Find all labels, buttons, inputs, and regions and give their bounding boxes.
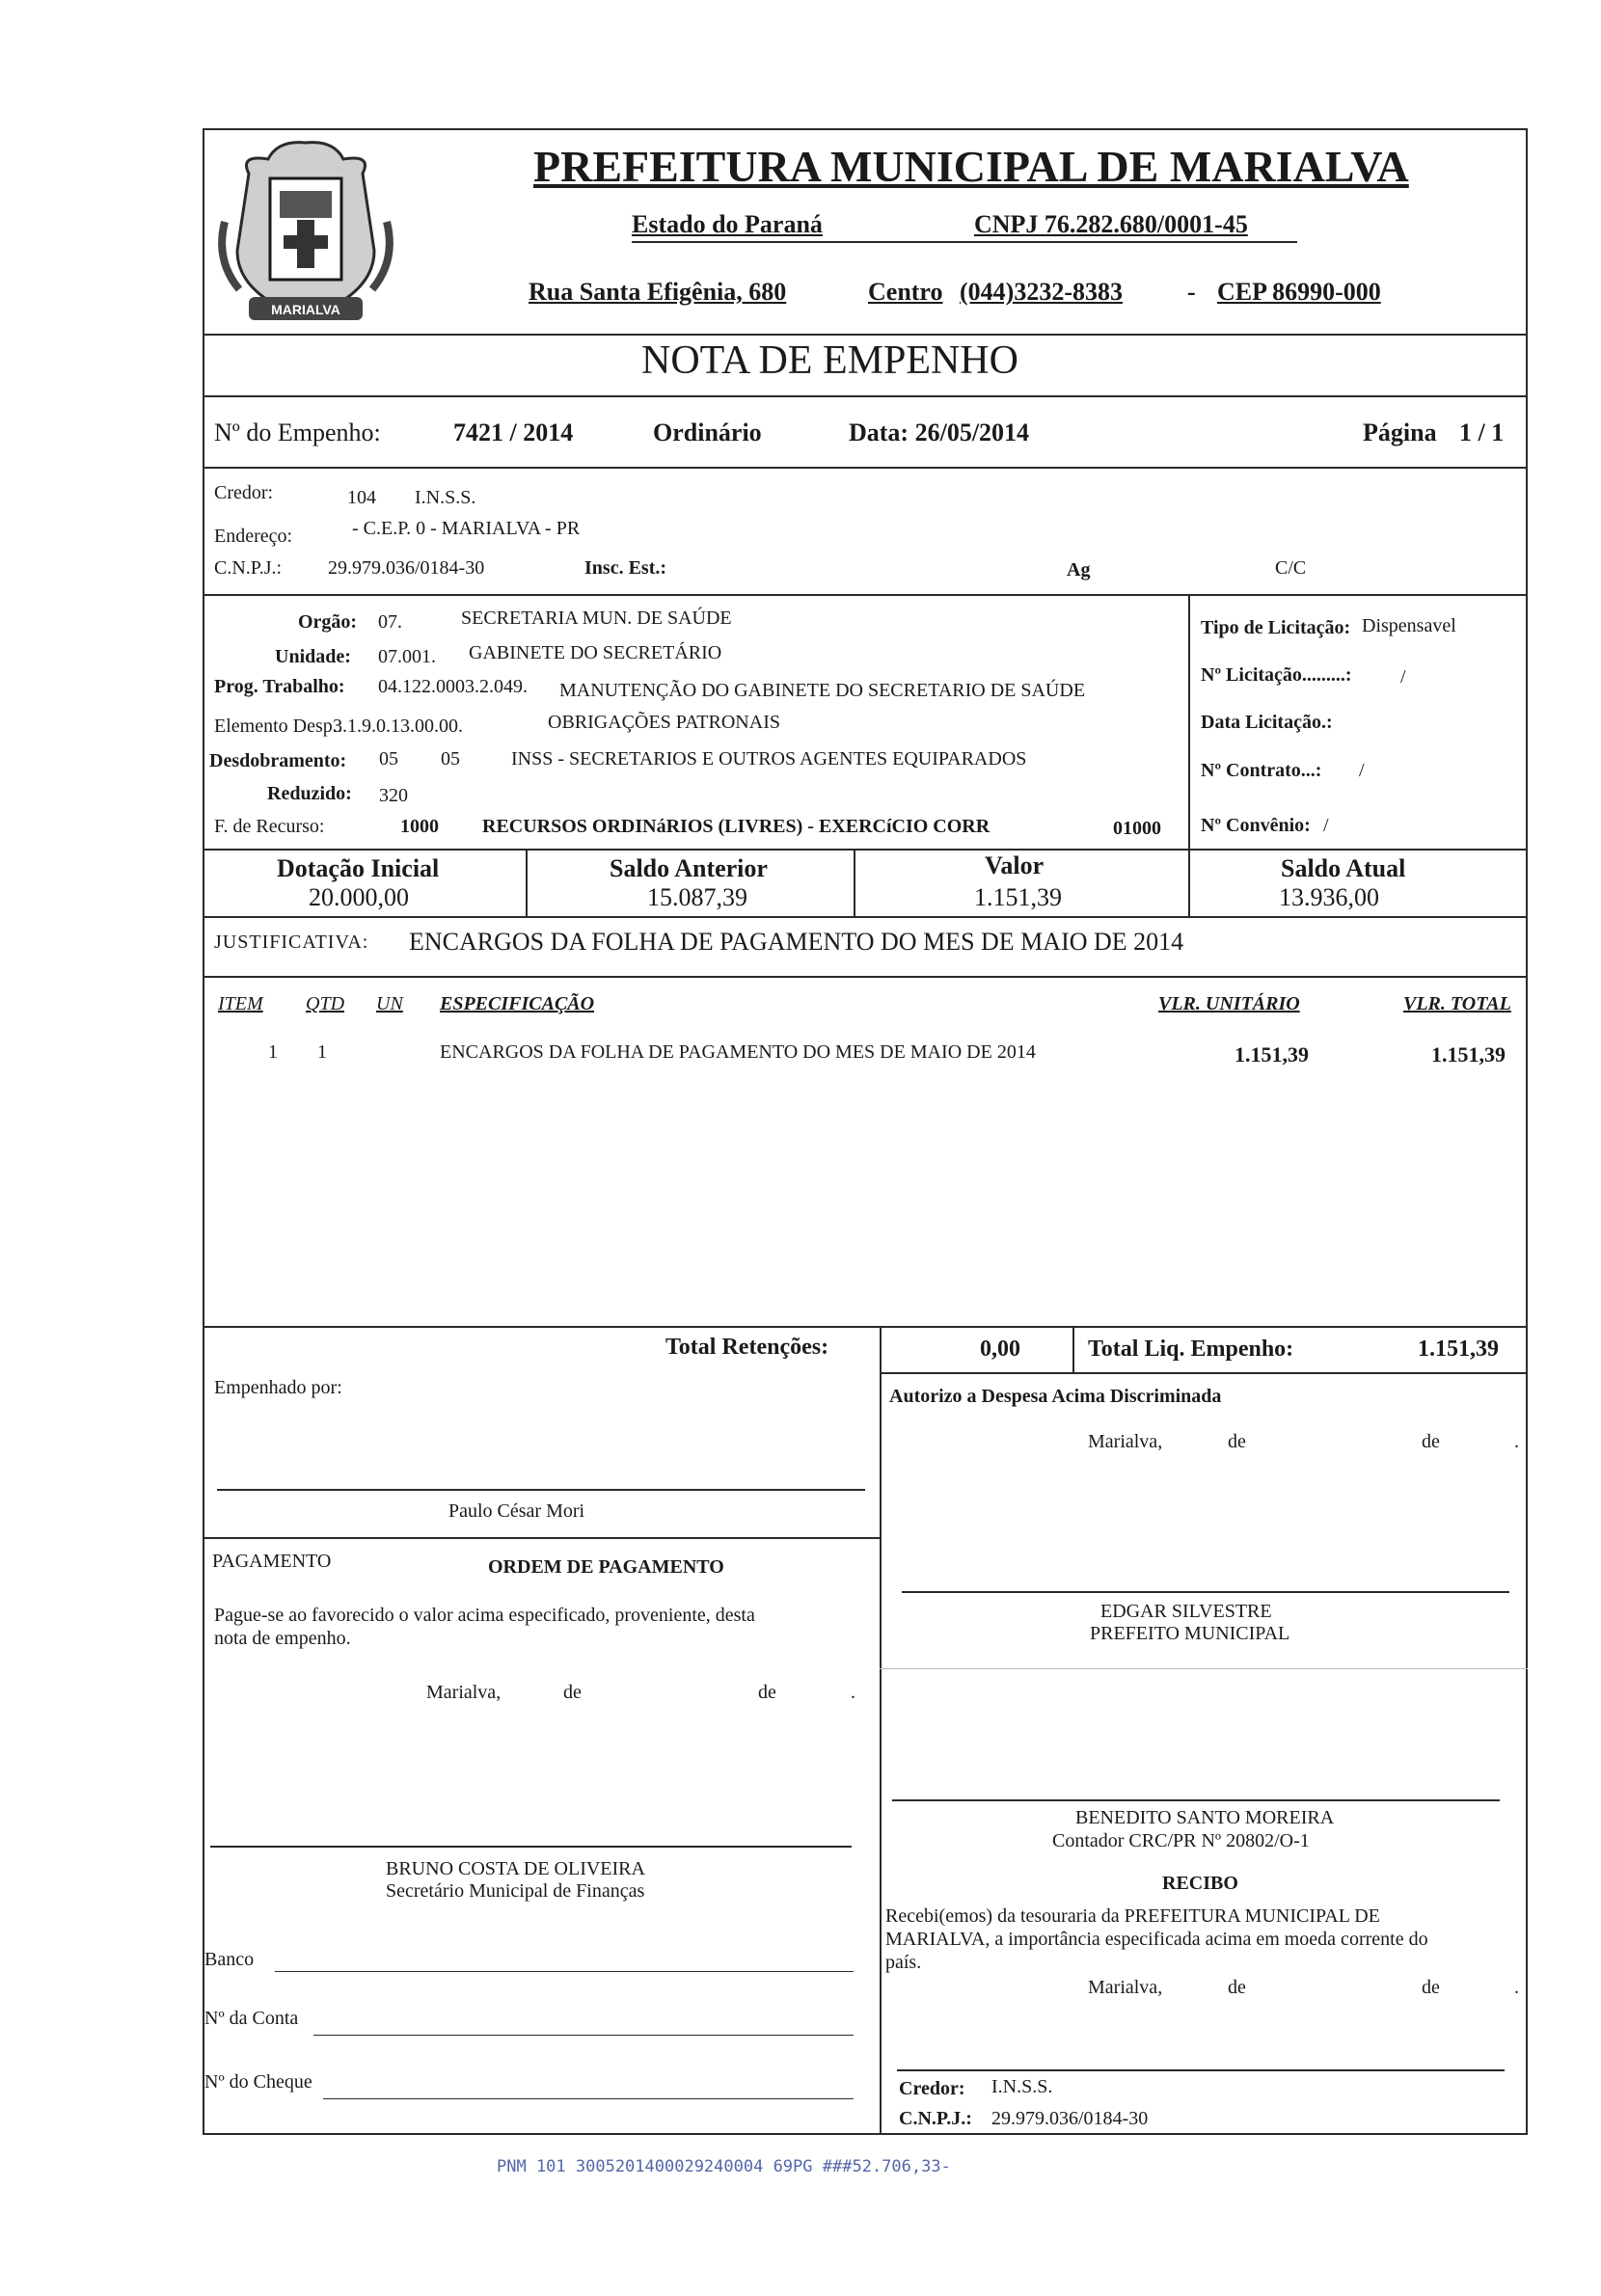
divider [203, 1326, 1528, 1328]
row-item: 1 [268, 1041, 278, 1063]
header-state: Estado do Paraná [632, 210, 823, 238]
empenho-number: 7421 / 2014 [453, 419, 574, 446]
autorizo-text: Autorizo a Despesa Acima Discriminada [889, 1386, 1222, 1407]
ordem-pagamento-label: ORDEM DE PAGAMENTO [488, 1556, 724, 1578]
dotacao-value: 20.000,00 [309, 883, 409, 911]
col-un: UN [376, 993, 403, 1014]
divider [1188, 849, 1190, 916]
row-vlr-unitario: 1.151,39 [1235, 1042, 1309, 1067]
conta-label: Nº da Conta [204, 2008, 299, 2029]
credor-code: 104 [347, 487, 376, 508]
financas-title: Secretário Municipal de Finanças [386, 1880, 645, 1902]
col-qtd: QTD [306, 993, 345, 1014]
saldo-anterior-value: 15.087,39 [647, 883, 747, 911]
data-licitacao-label: Data Licitação.: [1201, 712, 1333, 733]
total-liquido-label: Total Liq. Empenho: [1088, 1337, 1294, 1362]
credor-label: Credor: [214, 482, 274, 503]
total-retencoes-label: Total Retenções: [665, 1335, 829, 1360]
page-title: PREFEITURA MUNICIPAL DE MARIALVA [533, 142, 1409, 191]
credor-cnpj: 29.979.036/0184-30 [328, 557, 485, 579]
convenio-value: / [1323, 815, 1329, 836]
saldo-anterior-label: Saldo Anterior [610, 854, 768, 882]
recibo-cnpj-value: 29.979.036/0184-30 [991, 2108, 1149, 2129]
licitacao-number-label: Nº Licitação.........: [1201, 664, 1352, 686]
insc-label: Insc. Est.: [584, 557, 667, 579]
reduzido-value: 320 [379, 785, 408, 806]
unidade-code: 07.001. [378, 646, 436, 667]
desdobramento-name: INSS - SECRETARIOS E OUTROS AGENTES EQUIPARADOS [511, 748, 1027, 770]
state-underline [632, 241, 1297, 243]
recibo-text-3: país. [885, 1952, 922, 1973]
contador-name: BENEDITO SANTO MOREIRA [1075, 1807, 1335, 1828]
divider [1188, 594, 1190, 849]
document-title: NOTA DE EMPENHO [641, 338, 1018, 383]
col-item: ITEM [218, 993, 263, 1014]
divider [203, 916, 1528, 918]
address-label: Endereço: [214, 526, 293, 547]
cheque-line [323, 2098, 854, 2099]
recibo-credor-label: Credor: [899, 2078, 965, 2099]
pagamento-de-1: de [563, 1682, 582, 1703]
empenho-type: Ordinário [653, 419, 762, 446]
recibo-title: RECIBO [1162, 1873, 1238, 1894]
credor-address: - C.E.P. 0 - MARIALVA - PR [352, 518, 581, 539]
elemento-code: 3.1.9.0.13.00.00. [333, 716, 463, 737]
orgao-name: SECRETARIA MUN. DE SAÚDE [461, 608, 732, 629]
total-liquido-value: 1.151,39 [1418, 1337, 1499, 1362]
unidade-name: GABINETE DO SECRETÁRIO [469, 642, 722, 663]
header-district: Centro [868, 278, 943, 306]
autorizo-de-1: de [1228, 1431, 1246, 1452]
pague-text-2: nota de empenho. [214, 1628, 351, 1649]
marialva-crest-icon [210, 135, 401, 333]
recibo-text-2: MARIALVA, a importância especificada acima em moeda corrente do [885, 1929, 1428, 1950]
page-label: Página [1363, 419, 1437, 446]
pague-text-1: Pague-se ao favorecido o valor acima especificado, proveniente, desta [214, 1605, 755, 1626]
prefeito-title: PREFEITO MUNICIPAL [1090, 1623, 1290, 1644]
divider [203, 594, 1528, 596]
row-vlr-total: 1.151,39 [1431, 1042, 1506, 1067]
total-retencoes-value: 0,00 [980, 1337, 1020, 1362]
recurso-label: F. de Recurso: [214, 816, 325, 837]
recurso-number: 01000 [1113, 818, 1161, 839]
signature-line [897, 2069, 1505, 2071]
recibo-cnpj-label: C.N.P.J.: [899, 2108, 972, 2129]
divider [203, 467, 1528, 469]
tipo-licitacao-value: Dispensavel [1362, 615, 1456, 636]
pagamento-dot: . [851, 1682, 855, 1703]
autorizo-dot: . [1514, 1431, 1519, 1452]
cc-label: C/C [1275, 557, 1307, 579]
contrato-label: Nº Contrato...: [1201, 760, 1322, 781]
pagamento-de-2: de [758, 1682, 776, 1703]
empenho-label: Nº do Empenho: [214, 419, 381, 446]
cheque-label: Nº do Cheque [204, 2071, 312, 2093]
credor-name: I.N.S.S. [415, 487, 476, 508]
prog-name: MANUTENÇÃO DO GABINETE DO SECRETARIO DE SAÚDE [559, 680, 1086, 701]
recibo-credor-value: I.N.S.S. [991, 2076, 1053, 2097]
footer-stamp: PNM 101 3005201400029240004 69PG ###52.706,33- [497, 2157, 951, 2176]
conta-line [313, 2035, 854, 2036]
unidade-label: Unidade: [275, 646, 351, 667]
autorizo-place: Marialva, [1088, 1431, 1163, 1452]
cnpj-label: C.N.P.J.: [214, 557, 283, 579]
recurso-code: 1000 [400, 816, 439, 837]
recibo-text-1: Recebi(emos) da tesouraria da PREFEITURA MUNICIPAL DE [885, 1905, 1380, 1927]
elemento-name: OBRIGAÇÕES PATRONAIS [548, 712, 780, 733]
col-vlr-unitario: VLR. UNITÁRIO [1158, 993, 1300, 1014]
signature-line [902, 1591, 1509, 1593]
recibo-de-1: de [1228, 1977, 1246, 1998]
divider [526, 849, 528, 916]
divider [880, 1372, 882, 2135]
banco-label: Banco [204, 1949, 255, 1970]
divider [880, 1668, 1528, 1669]
divider [880, 1326, 882, 1372]
justificativa-text: ENCARGOS DA FOLHA DE PAGAMENTO DO MES DE MAIO DE 2014 [409, 928, 1184, 956]
banco-line [275, 1971, 854, 1972]
row-qtd: 1 [317, 1041, 327, 1063]
recibo-dot: . [1514, 1977, 1519, 1998]
col-vlr-total: VLR. TOTAL [1403, 993, 1511, 1014]
contador-title: Contador CRC/PR Nº 20802/O-1 [1052, 1830, 1310, 1851]
prog-label: Prog. Trabalho: [214, 676, 345, 697]
divider [203, 976, 1528, 978]
contrato-value: / [1359, 760, 1365, 781]
reduzido-label: Reduzido: [267, 783, 352, 804]
prefeito-name: EDGAR SILVESTRE [1100, 1601, 1272, 1622]
empenho-date: Data: 26/05/2014 [849, 419, 1030, 446]
divider [854, 849, 855, 916]
desdobramento-a: 05 [379, 748, 398, 770]
header-separator: - [1187, 278, 1196, 306]
desdobramento-label: Desdobramento: [209, 750, 347, 771]
page-number: 1 / 1 [1459, 419, 1505, 446]
header-cep: CEP 86990-000 [1217, 278, 1381, 306]
valor-label: Valor [985, 851, 1045, 879]
convenio-label: Nº Convênio: [1201, 815, 1311, 836]
header-phone: (044)3232-8383 [960, 278, 1123, 306]
saldo-atual-label: Saldo Atual [1281, 854, 1406, 882]
financas-name: BRUNO COSTA DE OLIVEIRA [386, 1858, 645, 1879]
autorizo-de-2: de [1422, 1431, 1440, 1452]
dotacao-label: Dotação Inicial [277, 854, 440, 882]
crest-banner-text: MARIALVA [271, 302, 340, 317]
row-especificacao: ENCARGOS DA FOLHA DE PAGAMENTO DO MES DE MAIO DE 2014 [440, 1041, 1036, 1063]
signature-line [217, 1489, 865, 1491]
pagamento-label: PAGAMENTO [212, 1551, 332, 1572]
saldo-atual-value: 13.936,00 [1279, 883, 1379, 911]
prog-code: 04.122.0003.2.049. [378, 676, 528, 697]
empenhado-label: Empenhado por: [214, 1377, 342, 1398]
divider [203, 1537, 880, 1539]
justificativa-label: JUSTIFICATIVA: [214, 932, 369, 953]
desdobramento-b: 05 [441, 748, 460, 770]
tipo-licitacao-label: Tipo de Licitação: [1201, 617, 1351, 638]
orgao-code: 07. [378, 611, 402, 633]
valor-value: 1.151,39 [974, 883, 1062, 911]
pagamento-place: Marialva, [426, 1682, 502, 1703]
recibo-place: Marialva, [1088, 1977, 1163, 1998]
licitacao-number-value: / [1400, 666, 1406, 688]
header-cnpj: CNPJ 76.282.680/0001-45 [974, 210, 1248, 238]
divider [203, 849, 1528, 851]
elemento-label: Elemento Desp.: [214, 716, 343, 737]
orgao-label: Orgão: [298, 611, 358, 633]
divider [1072, 1326, 1074, 1372]
signature-line [210, 1846, 852, 1848]
recibo-de-2: de [1422, 1977, 1440, 1998]
empenhado-name: Paulo César Mori [448, 1500, 585, 1522]
header-address: Rua Santa Efigênia, 680 [529, 278, 787, 306]
recurso-name: RECURSOS ORDINáRIOS (LIVRES) - EXERCíCIO CORR [482, 816, 990, 837]
divider [880, 1372, 1528, 1374]
signature-line [892, 1799, 1500, 1801]
col-especificacao: ESPECIFICAÇÃO [440, 993, 595, 1014]
ag-label: Ag [1067, 559, 1091, 581]
